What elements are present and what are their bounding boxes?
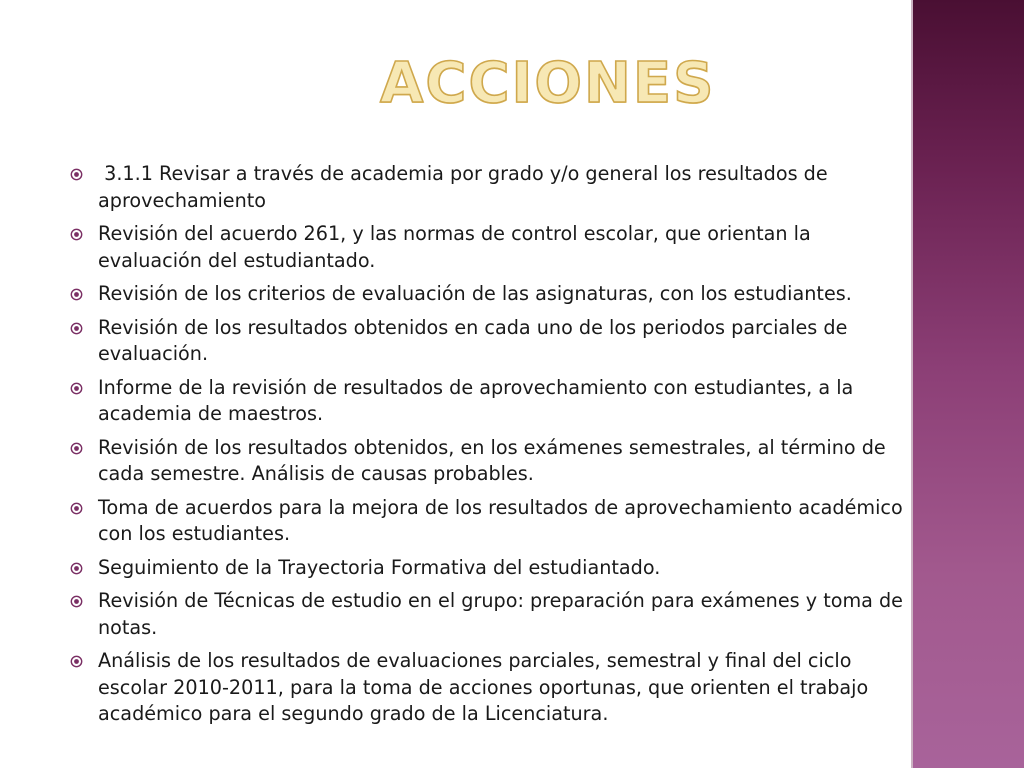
bullet-item: [68, 375, 906, 428]
bullet-text: 3.1.1 Revisar a través de academia por grado y/o general los resultados de aprovechamiento: [98, 162, 834, 212]
bullet-item: [68, 495, 906, 548]
bullet-item: [68, 315, 906, 368]
bullet-text: Toma de acuerdos para la mejora de los resultados de aprovechamiento académico con los estudiantes.: [98, 495, 903, 545]
circled-dot-icon: [70, 595, 83, 608]
bullet-item: [68, 588, 906, 641]
bullet-text: Revisión de los resultados obtenidos, en los exámenes semestrales, al término de cada semestre. Análisis de causas probables.: [98, 435, 886, 485]
circled-dot-icon: [70, 655, 83, 668]
circled-dot-icon: [70, 322, 83, 335]
bullet-text: Revisión de los criterios de evaluación de las asignaturas, con los estudiantes.: [98, 282, 852, 305]
circled-dot-icon: [70, 562, 83, 575]
bullet-item: [68, 221, 906, 274]
bullet-text: Revisión del acuerdo 261, y las normas de control escolar, que orientan la evaluación del estudiantado.: [98, 222, 811, 272]
circled-dot-icon: [70, 502, 83, 515]
bullet-item: [68, 281, 906, 308]
circled-dot-icon: [70, 442, 83, 455]
bullet-text: Revisión de los resultados obtenidos en cada uno de los periodos parciales de evaluación.: [98, 315, 848, 365]
bullet-text: Informe de la revisión de resultados de aprovechamiento con estudiantes, a la academia de maestros.: [98, 375, 854, 425]
circled-dot-icon: [70, 288, 83, 301]
slide-title: ACCIONES: [380, 51, 716, 116]
bullet-text: Revisión de Técnicas de estudio en el grupo: preparación para exámenes y toma de notas.: [98, 589, 903, 639]
bullet-text: Seguimiento de la Trayectoria Formativa del estudiantado.: [98, 555, 661, 579]
bullet-list: [68, 161, 906, 735]
decorative-side-bar: [913, 0, 1024, 768]
bullet-item: [68, 648, 906, 728]
bullet-item: [68, 435, 906, 488]
circled-dot-icon: [70, 382, 83, 395]
circled-dot-icon: [70, 228, 83, 241]
bullet-item: [68, 555, 906, 582]
circled-dot-icon: [70, 168, 83, 181]
bullet-item: [68, 161, 906, 214]
bullet-text: Análisis de los resultados de evaluaciones parciales, semestral y final del ciclo escolar 2010-2011, para la toma de acciones oportunas, que orienten el trabajo académico para el segundo grado de la Licenciatura.: [98, 649, 869, 725]
